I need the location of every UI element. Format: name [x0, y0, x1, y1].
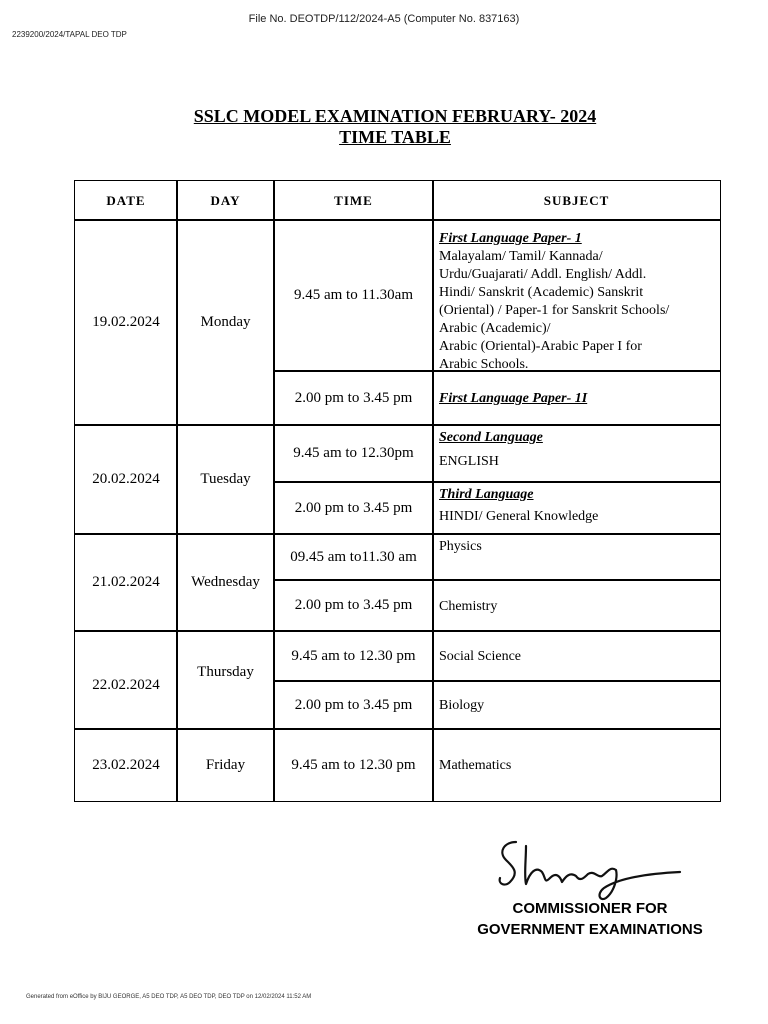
day-cell: Tuesday [176, 424, 275, 535]
subject-line: Arabic (Oriental)-Arabic Paper I for [439, 339, 642, 354]
subject-heading: First Language Paper- 1 [439, 231, 582, 246]
signatory-line: COMMISSIONER FOR [512, 900, 668, 917]
subject-line: Biology [439, 698, 485, 713]
subject-cell [432, 370, 721, 426]
header-time: TIME [273, 180, 434, 221]
subject-cell [432, 728, 721, 802]
date-cell: 22.02.2024 [74, 630, 178, 730]
subject-line: HINDI/ General Knowledge [439, 509, 599, 524]
subject-cell [432, 424, 721, 483]
subject-line: Hindi/ Sanskrit (Academic) Sanskrit [439, 285, 644, 300]
header-day: DAY [176, 180, 275, 221]
subject-line: Urdu/Guajarati/ Addl. English/ Addl. [439, 267, 647, 282]
timetable [74, 180, 721, 802]
subject-cell [432, 680, 721, 730]
exam-title: SSLC MODEL EXAMINATION FEBRUARY- 2024 [193, 106, 597, 126]
subject-line: (Oriental) / Paper-1 for Sanskrit Schools/ [439, 303, 670, 318]
subject-heading: First Language Paper- 1I [439, 391, 588, 406]
subject-cell [432, 533, 721, 581]
subject-line: Chemistry [439, 598, 498, 614]
day-cell: Friday [176, 728, 275, 802]
subject-line: Mathematics [439, 758, 512, 773]
subject-line: Arabic (Academic)/ [439, 321, 551, 336]
subject-line: Physics [439, 539, 482, 554]
subject-line: Social Science [439, 649, 522, 664]
header-date: DATE [74, 180, 178, 221]
subject-heading: Third Language [439, 487, 534, 502]
time-cell: 2.00 pm to 3.45 pm [273, 481, 434, 535]
time-cell: 9.45 am to 11.30am [273, 219, 434, 372]
date-cell: 20.02.2024 [74, 424, 178, 535]
signature-image [490, 832, 690, 902]
subject-cell [432, 579, 721, 632]
day-cell: Wednesday [176, 533, 275, 632]
timetable-title: TIME TABLE [339, 127, 451, 147]
date-cell: 19.02.2024 [74, 219, 178, 426]
subject-line: Malayalam/ Tamil/ Kannada/ [439, 249, 603, 264]
time-cell: 2.00 pm to 3.45 pm [273, 370, 434, 426]
header-subject: SUBJECT [432, 180, 721, 221]
time-cell: 9.45 am to 12.30 pm [273, 728, 434, 802]
subject-cell [432, 630, 721, 682]
day-cell: Monday [176, 219, 275, 426]
subject-heading: Second Language [439, 430, 543, 445]
time-cell: 9.45 am to 12.30pm [273, 424, 434, 483]
date-cell: 21.02.2024 [74, 533, 178, 632]
file-number: File No. DEOTDP/112/2024-A5 (Computer No. 837163) [248, 13, 520, 25]
subject-cell [432, 219, 721, 372]
time-cell: 09.45 am to11.30 am [273, 533, 434, 581]
time-cell: 2.00 pm to 3.45 pm [273, 579, 434, 632]
tapal-reference: 2239200/2024/TAPAL DEO TDP [12, 30, 127, 39]
time-cell: 9.45 am to 12.30 pm [273, 630, 434, 682]
subject-line: ENGLISH [439, 454, 499, 469]
signatory-line: GOVERNMENT EXAMINATIONS [477, 921, 703, 938]
date-cell: 23.02.2024 [74, 728, 178, 802]
eoffice-footer: Generated from eOffice by BIJU GEORGE, A5 DEO TDP, A5 DEO TDP, DEO TDP on 12/02/2024 11:52 AM [26, 994, 312, 1000]
day-cell: Thursday [176, 630, 275, 730]
time-cell: 2.00 pm to 3.45 pm [273, 680, 434, 730]
subject-cell [432, 481, 721, 535]
subject-line: Arabic Schools. [439, 357, 529, 372]
signatory-title [420, 898, 760, 940]
